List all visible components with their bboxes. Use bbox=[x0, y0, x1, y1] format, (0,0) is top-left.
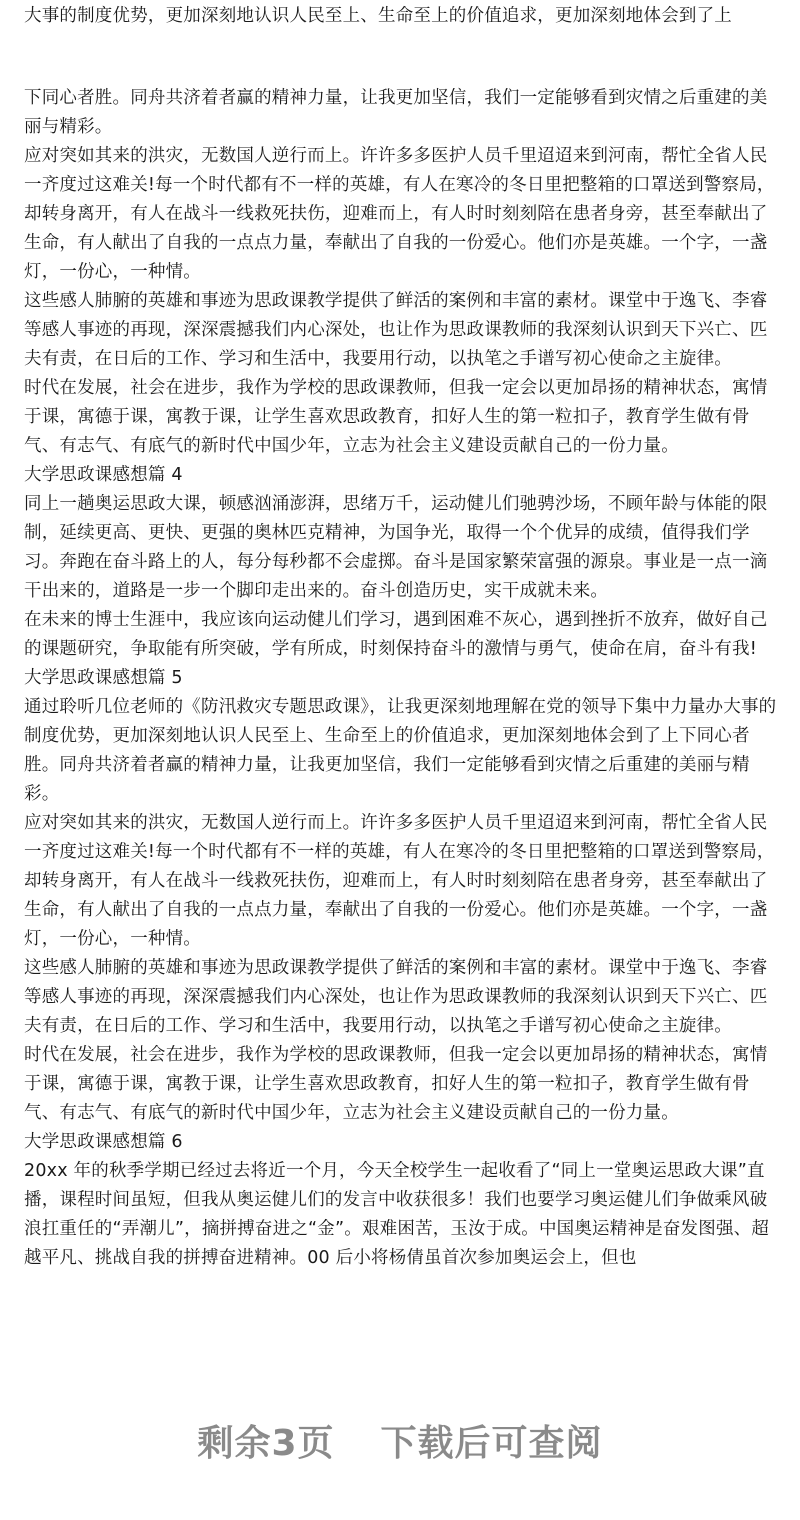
paragraph: 时代在发展，社会在进步，我作为学校的思政课教师，但我一定会以更加昂扬的精神状态，寓情于课，寓德于课，寓教于课，让学生喜欢思政教育，扣好人生的第一粒扣子，教育学生做有骨气、有志气、有底气的新时代中国少年，立志为社会主义建设贡献自己的一份力量。 bbox=[24, 1045, 768, 1123]
paragraph: 下同心者胜。同舟共济着者赢的精神力量，让我更加坚信，我们一定能够看到灾情之后重建的美丽与精彩。 bbox=[24, 88, 768, 137]
top-fragment bbox=[24, 2, 780, 31]
paragraph: 这些感人肺腑的英雄和事迹为思政课教学提供了鲜活的案例和丰富的素材。课堂中于逸飞、李睿等感人事迹的再现，深深震撼我们内心深处，也让作为思政课教师的我深刻认识到天下兴亡、匹夫有责，在日后的工作、学习和生活中，我要用行动，以执笔之手谱写初心使命之主旋律。 bbox=[24, 291, 768, 369]
download-banner[interactable] bbox=[0, 1412, 800, 1476]
section-heading: 大学思政课感想篇 4 bbox=[24, 465, 183, 485]
remaining-pages-label: 剩余3页 bbox=[197, 1423, 335, 1464]
paragraph: 20xx 年的秋季学期已经过去将近一个月，今天全校学生一起收看了“同上一堂奥运思政大课”直播，课程时间虽短，但我从奥运健儿们的发言中收获很多！我们也要学习奥运健儿们争做乘风破浪扛重任的“弄潮儿”，摘拼搏奋进之“金”。艰难困苦，玉汝于成。中国奥运精神是奋发图强、超越平凡、挑战自我的拼搏奋进精神。00 后小将杨倩虽首次参加奥运会上，但也 bbox=[24, 1161, 770, 1268]
paragraph: 应对突如其来的洪灾，无数国人逆行而上。许许多多医护人员千里迢迢来到河南，帮忙全省人民一齐度过这难关!每一个时代都有不一样的英雄，有人在寒冷的冬日里把整箱的口罩送到警察局，却转身离开，有人在战斗一线救死扶伤，迎难而上，有人时时刻刻陪在患者身旁，甚至奉献出了生命，有人献出了自我的一点点力量，奉献出了自我的一份爱心。他们亦是英雄。一个字，一盏灯，一份心，一种情。 bbox=[24, 146, 775, 282]
paragraph: 应对突如其来的洪灾，无数国人逆行而上。许许多多医护人员千里迢迢来到河南，帮忙全省人民一齐度过这难关!每一个时代都有不一样的英雄，有人在寒冷的冬日里把整箱的口罩送到警察局，却转身离开，有人在战斗一线救死扶伤，迎难而上，有人时时刻刻陪在患者身旁，甚至奉献出了生命，有人献出了自我的一点点力量，奉献出了自我的一份爱心。他们亦是英雄。一个字，一盏灯，一份心，一种情。 bbox=[24, 813, 775, 949]
top-fragment-text: 大事的制度优势，更加深刻地认识人民至上、生命至上的价值追求，更加深刻地体会到了上 bbox=[24, 6, 732, 26]
download-prompt-label: 下载后可查阅 bbox=[380, 1423, 603, 1464]
paragraph: 通过聆听几位老师的《防汛救灾专题思政课》，让我更深刻地理解在党的领导下集中力量办大事的制度优势，更加深刻地认识人民至上、生命至上的价值追求，更加深刻地体会到了上下同心者胜。同舟共济着者赢的精神力量，让我更加坚信，我们一定能够看到灾情之后重建的美丽与精彩。 bbox=[24, 697, 777, 804]
paragraph: 这些感人肺腑的英雄和事迹为思政课教学提供了鲜活的案例和丰富的素材。课堂中于逸飞、李睿等感人事迹的再现，深深震撼我们内心深处，也让作为思政课教师的我深刻认识到天下兴亡、匹夫有责，在日后的工作、学习和生活中，我要用行动，以执笔之手谱写初心使命之主旋律。 bbox=[24, 958, 768, 1036]
section-heading: 大学思政课感想篇 6 bbox=[24, 1132, 183, 1152]
paragraph: 在未来的博士生涯中，我应该向运动健儿们学习，遇到困难不灰心，遇到挫折不放弃，做好自己的课题研究，争取能有所突破，学有所成，时刻保持奋斗的激情与勇气，使命在肩，奋斗有我! bbox=[24, 610, 768, 659]
section-heading: 大学思政课感想篇 5 bbox=[24, 668, 183, 688]
paragraph: 同上一趟奥运思政大课，顿感汹涌澎湃，思绪万千，运动健儿们驰骋沙场，不顾年龄与体能的限制，延续更高、更快、更强的奥林匹克精神，为国争光，取得一个个优异的成绩，值得我们学习。奔跑在奋斗路上的人，每分每秒都不会虚掷。奋斗是国家繁荣富强的源泉。事业是一点一滴干出来的，道路是一步一个脚印走出来的。奋斗创造历史，实干成就未来。 bbox=[24, 494, 768, 601]
document-body bbox=[24, 84, 780, 1273]
paragraph: 时代在发展，社会在进步，我作为学校的思政课教师，但我一定会以更加昂扬的精神状态，寓情于课，寓德于课，寓教于课，让学生喜欢思政教育，扣好人生的第一粒扣子，教育学生做有骨气、有志气、有底气的新时代中国少年，立志为社会主义建设贡献自己的一份力量。 bbox=[24, 378, 768, 456]
